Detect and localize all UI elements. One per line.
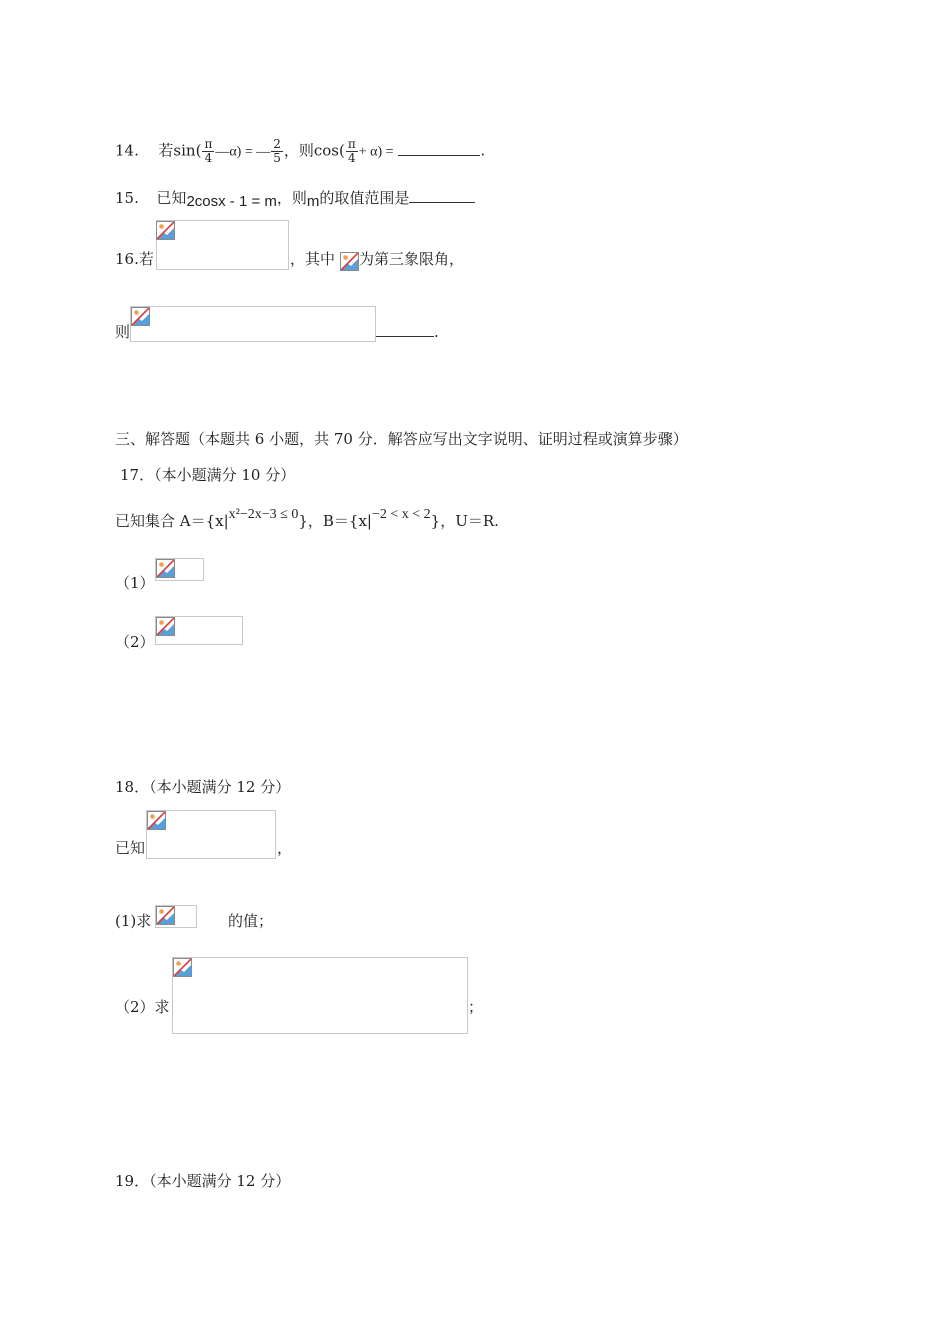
q15-formula: 2cosx - 1 = m (186, 193, 277, 210)
question-17-statement (115, 507, 499, 533)
q17-text3: }，U＝R. (430, 512, 499, 530)
broken-image-icon (147, 811, 166, 830)
broken-image-icon (156, 559, 175, 578)
q18-part2-label: （2）求 (115, 998, 170, 1016)
question-17-header: 17．（本小题满分 10 分） (120, 466, 296, 484)
q17-text2: }，B＝{x| (298, 512, 372, 530)
q15-text2: ，则 (276, 189, 307, 207)
answer-blank (398, 141, 480, 156)
question-19-header: 19．（本小题满分 12 分） (115, 1172, 291, 1190)
question-15 (115, 188, 475, 209)
q14-text-mid3: + α) = (358, 144, 394, 160)
q16-text2: 为第三象限角， (359, 250, 465, 268)
q14-text-mid1: —α) = — (215, 144, 271, 160)
q18-part1-label: (1)求 (115, 912, 152, 930)
fraction: $\frac{\pi}{4}$ (347, 137, 356, 165)
fraction: $\frac{\pi}{4}$ (204, 137, 213, 165)
q14-text-prefix: 若sin( (158, 141, 202, 160)
q18-part1-end: 的值； (228, 912, 274, 930)
question-number: 16.若 (115, 250, 154, 268)
set-b-condition: −2 < x < 2 (371, 507, 431, 522)
q18-part2-end: ； (468, 998, 484, 1016)
q18-given: 已知 (115, 839, 146, 857)
answer-blank (376, 322, 434, 337)
q17-text1: 已知集合 A＝{x| (115, 512, 229, 530)
broken-image-icon (156, 906, 175, 925)
q15-text1: 已知 (156, 189, 187, 207)
question-14 (115, 138, 485, 165)
q16-text1: ，其中 (290, 250, 336, 268)
set-a-condition: x²−2x−3 ≤ 0 (228, 507, 299, 522)
question-number: 15. (115, 189, 139, 207)
section-heading: 三、解答题（本题共 6 小题，共 70 分．解答应写出文字说明、证明过程或演算步骤） (115, 430, 688, 448)
q18-given-end: ， (277, 839, 293, 857)
answer-blank (409, 188, 475, 203)
fraction: $\frac{2}{5}$ (273, 137, 281, 165)
formula-image-box (172, 957, 468, 1034)
q16-end: . (434, 323, 439, 341)
q16-then: 则 (115, 323, 131, 341)
q16-answer-line (376, 322, 439, 342)
q14-text-mid2: ，则cos( (283, 141, 345, 160)
q14-end: . (480, 141, 486, 160)
broken-image-icon (156, 617, 175, 636)
question-18-header: 18．（本小题满分 12 分） (115, 778, 291, 796)
q17-part2-label: （2） (115, 633, 155, 651)
broken-image-icon (173, 958, 192, 977)
q15-variable: m (306, 193, 320, 210)
broken-image-icon (131, 307, 150, 326)
question-number: 14. (115, 141, 139, 160)
formula-image-box (156, 220, 289, 270)
broken-image-icon (156, 221, 175, 240)
q17-part1-label: （1） (115, 574, 155, 592)
broken-image-icon (340, 252, 359, 271)
q15-text3: 的取值范围是 (319, 189, 410, 207)
formula-image-box (130, 306, 376, 342)
question-16 (115, 249, 154, 269)
